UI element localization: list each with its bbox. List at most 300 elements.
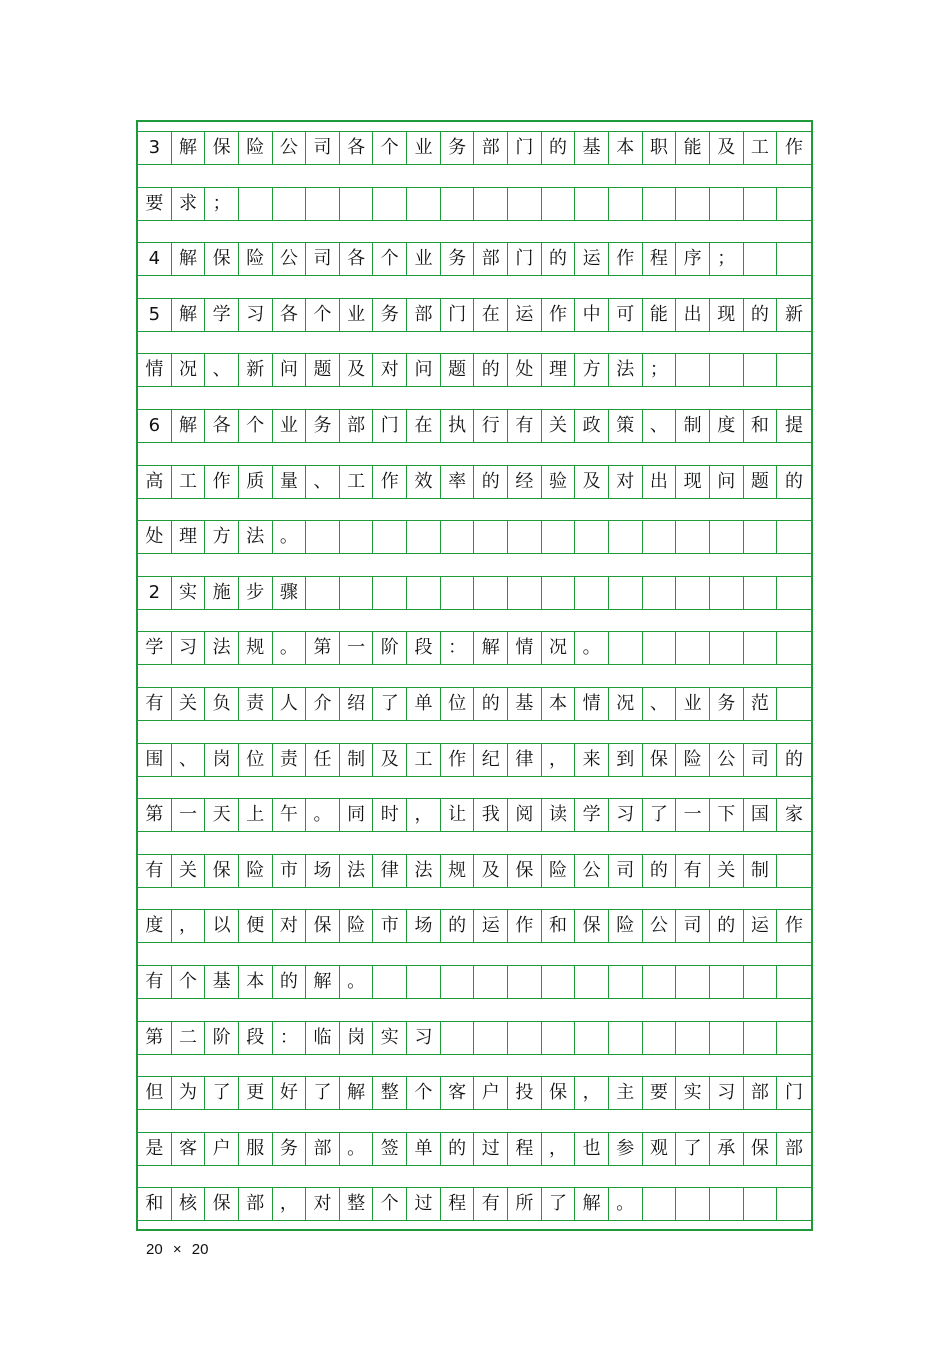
grid-cell: 习 <box>172 632 206 664</box>
grid-cell: 学 <box>205 299 239 331</box>
grid-cell: 关 <box>172 855 206 887</box>
grid-cell <box>441 188 475 220</box>
grid-cell: 要 <box>138 188 172 220</box>
grid-cell: 客 <box>441 1077 475 1109</box>
grid-cell: 解 <box>306 966 340 998</box>
grid-cell: 及 <box>340 354 374 386</box>
grid-cell: 险 <box>340 910 374 942</box>
grid-cell: 我 <box>474 799 508 831</box>
grid-cell: 一 <box>340 632 374 664</box>
grid-cell <box>441 1022 475 1054</box>
grid-cell: 户 <box>205 1133 239 1165</box>
grid-cell: 律 <box>508 744 542 776</box>
grid-cell: 同 <box>340 799 374 831</box>
grid-cell: 。 <box>306 799 340 831</box>
grid-cell: 险 <box>239 243 273 275</box>
grid-cell: 业 <box>273 410 307 442</box>
grid-cell <box>407 521 441 553</box>
grid-cell <box>777 521 811 553</box>
grid-cell <box>306 577 340 609</box>
grid-cell: 2 <box>138 577 172 609</box>
grid-cell: 在 <box>474 299 508 331</box>
grid-cell: 各 <box>205 410 239 442</box>
grid-cell: 险 <box>676 744 710 776</box>
grid-row <box>138 298 811 332</box>
grid-cell: 验 <box>542 466 576 498</box>
grid-cell: 有 <box>676 855 710 887</box>
grid-row <box>138 465 811 499</box>
grid-cell <box>777 577 811 609</box>
grid-cell: 务 <box>441 243 475 275</box>
grid-cell: 作 <box>508 910 542 942</box>
grid-cell: 工 <box>407 744 441 776</box>
grid-cell: 和 <box>138 1188 172 1220</box>
grid-cell <box>407 188 441 220</box>
grid-cell: 制 <box>744 855 778 887</box>
grid-cell: 题 <box>744 466 778 498</box>
grid-cell <box>373 966 407 998</box>
grid-cell: 岗 <box>340 1022 374 1054</box>
grid-cell: 可 <box>609 299 643 331</box>
grid-cell <box>373 521 407 553</box>
grid-cell: 来 <box>575 744 609 776</box>
grid-cell <box>575 966 609 998</box>
grid-cell: 下 <box>710 799 744 831</box>
grid-cell: ； <box>643 354 677 386</box>
grid-cell: 学 <box>138 632 172 664</box>
grid-cell: 6 <box>138 410 172 442</box>
grid-row <box>138 687 811 721</box>
grid-size-label <box>146 1241 208 1258</box>
grid-cell: 一 <box>676 799 710 831</box>
grid-cell: 个 <box>373 132 407 164</box>
grid-cell: 步 <box>239 577 273 609</box>
grid-cell: 有 <box>474 1188 508 1220</box>
grid-cell: 作 <box>542 299 576 331</box>
grid-cell: 各 <box>340 243 374 275</box>
grid-cell: 部 <box>340 410 374 442</box>
grid-cell <box>474 521 508 553</box>
grid-cell <box>340 577 374 609</box>
grid-cell: 新 <box>784 303 803 325</box>
grid-cell: 骤 <box>273 577 307 609</box>
grid-cell <box>575 188 609 220</box>
grid-cell: 时 <box>373 799 407 831</box>
grid-cell: 关 <box>172 688 206 720</box>
grid-cell: 绍 <box>340 688 374 720</box>
grid-cell: 行 <box>474 410 508 442</box>
grid-cell <box>777 632 811 664</box>
grid-cell: 的 <box>474 688 508 720</box>
grid-cell: 部 <box>474 243 508 275</box>
grid-cell: 及 <box>373 744 407 776</box>
grid-cell: 险 <box>542 855 576 887</box>
grid-cell: 公 <box>575 855 609 887</box>
grid-cell: 高 <box>138 466 172 498</box>
grid-cell: 的 <box>542 132 576 164</box>
grid-cols-count: 20 <box>191 1241 209 1258</box>
grid-cell: 保 <box>205 1188 239 1220</box>
grid-cell <box>273 188 307 220</box>
grid-cell: 法 <box>205 632 239 664</box>
grid-cell: 况 <box>609 688 643 720</box>
grid-cell: 部 <box>744 1077 778 1109</box>
grid-cell: 责 <box>273 744 307 776</box>
grid-cell: 有 <box>138 966 172 998</box>
grid-row <box>138 1187 811 1221</box>
grid-cell: 过 <box>474 1133 508 1165</box>
grid-cell <box>777 855 811 887</box>
grid-cell: 第 <box>138 799 172 831</box>
grid-cell: 所 <box>508 1188 542 1220</box>
grid-cell: 场 <box>306 855 340 887</box>
grid-cell: 理 <box>542 354 576 386</box>
grid-cell: 解 <box>172 410 206 442</box>
grid-cell: 对 <box>609 466 643 498</box>
grid-cell: 对 <box>306 1188 340 1220</box>
manuscript-grid <box>136 120 813 1231</box>
grid-cell: 户 <box>474 1077 508 1109</box>
grid-cell: 作 <box>441 744 475 776</box>
grid-cell: 以 <box>205 910 239 942</box>
grid-cell <box>643 577 677 609</box>
grid-cell: 核 <box>172 1188 206 1220</box>
grid-cell: 纪 <box>474 744 508 776</box>
grid-cell: 制 <box>676 410 710 442</box>
grid-cell: 问 <box>407 354 441 386</box>
grid-cell: 公 <box>273 243 307 275</box>
grid-cell: 况 <box>172 354 206 386</box>
grid-cell: 也 <box>575 1133 609 1165</box>
grid-cell: 、 <box>643 688 677 720</box>
grid-cell: 的 <box>441 910 475 942</box>
grid-cell: 责 <box>239 688 273 720</box>
grid-cell: 参 <box>609 1133 643 1165</box>
grid-cell: 门 <box>373 410 407 442</box>
grid-cell <box>710 1188 744 1220</box>
grid-cell: 求 <box>172 188 206 220</box>
grid-cell: 的 <box>784 470 803 492</box>
grid-cell: 第 <box>138 1022 172 1054</box>
grid-cell: 工 <box>340 466 374 498</box>
grid-cell: 作 <box>784 915 803 937</box>
grid-cell: 司 <box>676 910 710 942</box>
grid-cell: 保 <box>205 132 239 164</box>
grid-cell <box>609 521 643 553</box>
grid-cell: 本 <box>239 966 273 998</box>
grid-cell <box>340 188 374 220</box>
grid-row <box>138 409 811 443</box>
grid-cell: 经 <box>508 466 542 498</box>
grid-cell: 介 <box>306 688 340 720</box>
grid-cell <box>373 577 407 609</box>
grid-cell <box>710 632 744 664</box>
grid-cell <box>474 966 508 998</box>
grid-cell: 3 <box>138 132 172 164</box>
grid-cell: 关 <box>542 410 576 442</box>
grid-row <box>138 576 811 610</box>
grid-cell: 各 <box>340 132 374 164</box>
grid-row <box>138 909 811 943</box>
grid-cell: 作 <box>205 466 239 498</box>
grid-cell: 中 <box>575 299 609 331</box>
grid-cell: 家 <box>784 804 803 826</box>
grid-cell: 方 <box>205 521 239 553</box>
grid-cell: 情 <box>508 632 542 664</box>
grid-cell: 险 <box>239 132 273 164</box>
grid-cell <box>542 188 576 220</box>
grid-cell: 作 <box>373 466 407 498</box>
grid-cell: 方 <box>575 354 609 386</box>
grid-cell <box>508 521 542 553</box>
grid-cell <box>643 1188 677 1220</box>
grid-cell: 承 <box>710 1133 744 1165</box>
grid-cell: 阅 <box>508 799 542 831</box>
grid-cell <box>744 632 778 664</box>
grid-cell: 是 <box>138 1133 172 1165</box>
grid-cell: 保 <box>205 243 239 275</box>
grid-cell: 工 <box>744 132 778 164</box>
grid-cell <box>575 521 609 553</box>
grid-cell: 部 <box>306 1133 340 1165</box>
grid-cell <box>609 632 643 664</box>
grid-cell: ： <box>273 1022 307 1054</box>
grid-row <box>138 854 811 888</box>
grid-cell: 保 <box>643 744 677 776</box>
grid-cell: 规 <box>239 632 273 664</box>
grid-cell: 个 <box>172 966 206 998</box>
grid-cell: ， <box>542 744 576 776</box>
grid-cell: 率 <box>441 466 475 498</box>
grid-cell: 部 <box>474 132 508 164</box>
grid-cell: 要 <box>643 1077 677 1109</box>
grid-cell <box>777 1022 811 1054</box>
grid-cell: 市 <box>373 910 407 942</box>
grid-cell <box>508 577 542 609</box>
grid-cell: 保 <box>542 1077 576 1109</box>
grid-cell: 效 <box>407 466 441 498</box>
grid-cell: 为 <box>172 1077 206 1109</box>
grid-cell: 人 <box>273 688 307 720</box>
grid-cell: 况 <box>542 632 576 664</box>
grid-cell: 公 <box>643 910 677 942</box>
grid-cell: 的 <box>474 466 508 498</box>
grid-cell: 。 <box>575 632 609 664</box>
grid-cell: 让 <box>441 799 475 831</box>
grid-cell: 度 <box>138 910 172 942</box>
grid-cell <box>306 521 340 553</box>
grid-cell: 法 <box>239 521 273 553</box>
grid-cell: 学 <box>575 799 609 831</box>
grid-cell <box>777 354 811 386</box>
grid-cell: 的 <box>784 748 803 770</box>
grid-cell: 问 <box>273 354 307 386</box>
grid-cell: 任 <box>306 744 340 776</box>
grid-cell: 量 <box>273 466 307 498</box>
grid-cell: 运 <box>508 299 542 331</box>
grid-cell: ， <box>172 910 206 942</box>
grid-cell: 范 <box>744 688 778 720</box>
grid-cell: 习 <box>609 799 643 831</box>
grid-cell: 有 <box>138 855 172 887</box>
grid-cell: 理 <box>172 521 206 553</box>
grid-cell <box>239 188 273 220</box>
grid-cell: 工 <box>172 466 206 498</box>
grid-cell <box>474 1022 508 1054</box>
grid-cell: 、 <box>172 744 206 776</box>
grid-cell: 单 <box>407 688 441 720</box>
grid-cell: 处 <box>138 521 172 553</box>
grid-cell: 基 <box>508 688 542 720</box>
grid-cell: 各 <box>273 299 307 331</box>
grid-cell: 了 <box>542 1188 576 1220</box>
grid-cell: 在 <box>407 410 441 442</box>
grid-cell: 作 <box>784 137 803 158</box>
grid-cell <box>777 688 811 720</box>
grid-cell: 天 <box>205 799 239 831</box>
grid-cell: 了 <box>373 688 407 720</box>
grid-cell: 务 <box>273 1133 307 1165</box>
grid-cell: 解 <box>474 632 508 664</box>
grid-cell: 读 <box>542 799 576 831</box>
grid-cell: 投 <box>508 1077 542 1109</box>
grid-cell: 业 <box>340 299 374 331</box>
grid-cell: 保 <box>744 1133 778 1165</box>
grid-cell: 实 <box>676 1077 710 1109</box>
grid-cell: 情 <box>138 354 172 386</box>
grid-row <box>138 743 811 777</box>
grid-cell <box>441 521 475 553</box>
grid-cell <box>441 966 475 998</box>
grid-cell: 务 <box>373 299 407 331</box>
grid-cell: 出 <box>676 299 710 331</box>
grid-cell: 业 <box>676 688 710 720</box>
grid-cell: 的 <box>441 1133 475 1165</box>
grid-cell: 部 <box>239 1188 273 1220</box>
grid-cell: 第 <box>306 632 340 664</box>
grid-cell: 。 <box>273 632 307 664</box>
grid-cell: 提 <box>784 415 803 436</box>
grid-cell: 门 <box>784 1082 803 1104</box>
grid-cell: 门 <box>508 243 542 275</box>
grid-cell <box>508 188 542 220</box>
grid-cell: 市 <box>273 855 307 887</box>
grid-cell: 现 <box>676 466 710 498</box>
grid-cell: 主 <box>609 1077 643 1109</box>
grid-cell: 围 <box>138 744 172 776</box>
grid-cell: 便 <box>239 910 273 942</box>
grid-cell: 、 <box>205 354 239 386</box>
grid-cell <box>609 577 643 609</box>
grid-cell: 部 <box>407 299 441 331</box>
grid-cell: 程 <box>643 243 677 275</box>
grid-cell: 务 <box>710 688 744 720</box>
grid-cell: 有 <box>138 688 172 720</box>
grid-cell <box>575 577 609 609</box>
grid-cell: 午 <box>273 799 307 831</box>
grid-cell <box>676 577 710 609</box>
times-sign: × <box>172 1241 182 1258</box>
grid-cell: 运 <box>575 243 609 275</box>
grid-cell: 习 <box>239 299 273 331</box>
grid-cell: 情 <box>575 688 609 720</box>
grid-cell: 段 <box>239 1022 273 1054</box>
grid-cell: 程 <box>508 1133 542 1165</box>
grid-cell: 序 <box>676 243 710 275</box>
grid-cell: 了 <box>643 799 677 831</box>
grid-cell: 。 <box>340 966 374 998</box>
grid-cell: 的 <box>710 910 744 942</box>
grid-cell <box>676 966 710 998</box>
grid-cell: 保 <box>508 855 542 887</box>
grid-cell <box>744 966 778 998</box>
grid-cell <box>710 521 744 553</box>
grid-cell: 部 <box>784 1137 803 1159</box>
grid-cell <box>542 577 576 609</box>
grid-cell <box>575 1022 609 1054</box>
grid-cell: 阶 <box>205 1022 239 1054</box>
grid-cell: 解 <box>340 1077 374 1109</box>
grid-cell <box>710 188 744 220</box>
grid-cell: 段 <box>407 632 441 664</box>
grid-row <box>138 187 811 221</box>
grid-cell: 个 <box>306 299 340 331</box>
grid-row <box>138 1021 811 1055</box>
grid-cell: 过 <box>407 1188 441 1220</box>
grid-cell: 及 <box>575 466 609 498</box>
grid-cell: 门 <box>508 132 542 164</box>
grid-cell: 险 <box>609 910 643 942</box>
grid-cell <box>407 577 441 609</box>
grid-cell <box>710 577 744 609</box>
grid-cell: 作 <box>609 243 643 275</box>
grid-cell <box>744 577 778 609</box>
grid-cell: 业 <box>407 132 441 164</box>
grid-cell: 解 <box>575 1188 609 1220</box>
grid-cell: 律 <box>373 855 407 887</box>
grid-row <box>138 520 811 554</box>
grid-cell: 对 <box>373 354 407 386</box>
grid-cell: 司 <box>306 243 340 275</box>
grid-cell <box>542 966 576 998</box>
grid-cell: 公 <box>273 132 307 164</box>
grid-cell <box>676 188 710 220</box>
grid-cell: 险 <box>239 855 273 887</box>
grid-cell <box>777 1188 811 1220</box>
grid-cell <box>676 354 710 386</box>
grid-cell <box>643 632 677 664</box>
grid-cell: 程 <box>441 1188 475 1220</box>
grid-cell: 务 <box>441 132 475 164</box>
grid-cell: 4 <box>138 243 172 275</box>
grid-cell: 个 <box>373 243 407 275</box>
grid-cell: 更 <box>239 1077 273 1109</box>
grid-cell: 职 <box>643 132 677 164</box>
grid-cell <box>744 188 778 220</box>
grid-cell <box>777 966 811 998</box>
grid-cell <box>676 1188 710 1220</box>
grid-cell: 一 <box>172 799 206 831</box>
grid-cell: 国 <box>744 799 778 831</box>
grid-cell <box>710 966 744 998</box>
grid-cell: 的 <box>643 855 677 887</box>
grid-cell: 度 <box>710 410 744 442</box>
grid-cell: 基 <box>205 966 239 998</box>
grid-cell: 施 <box>205 577 239 609</box>
grid-cell: 个 <box>239 410 273 442</box>
grid-cell: 制 <box>340 744 374 776</box>
grid-cell: ； <box>205 188 239 220</box>
